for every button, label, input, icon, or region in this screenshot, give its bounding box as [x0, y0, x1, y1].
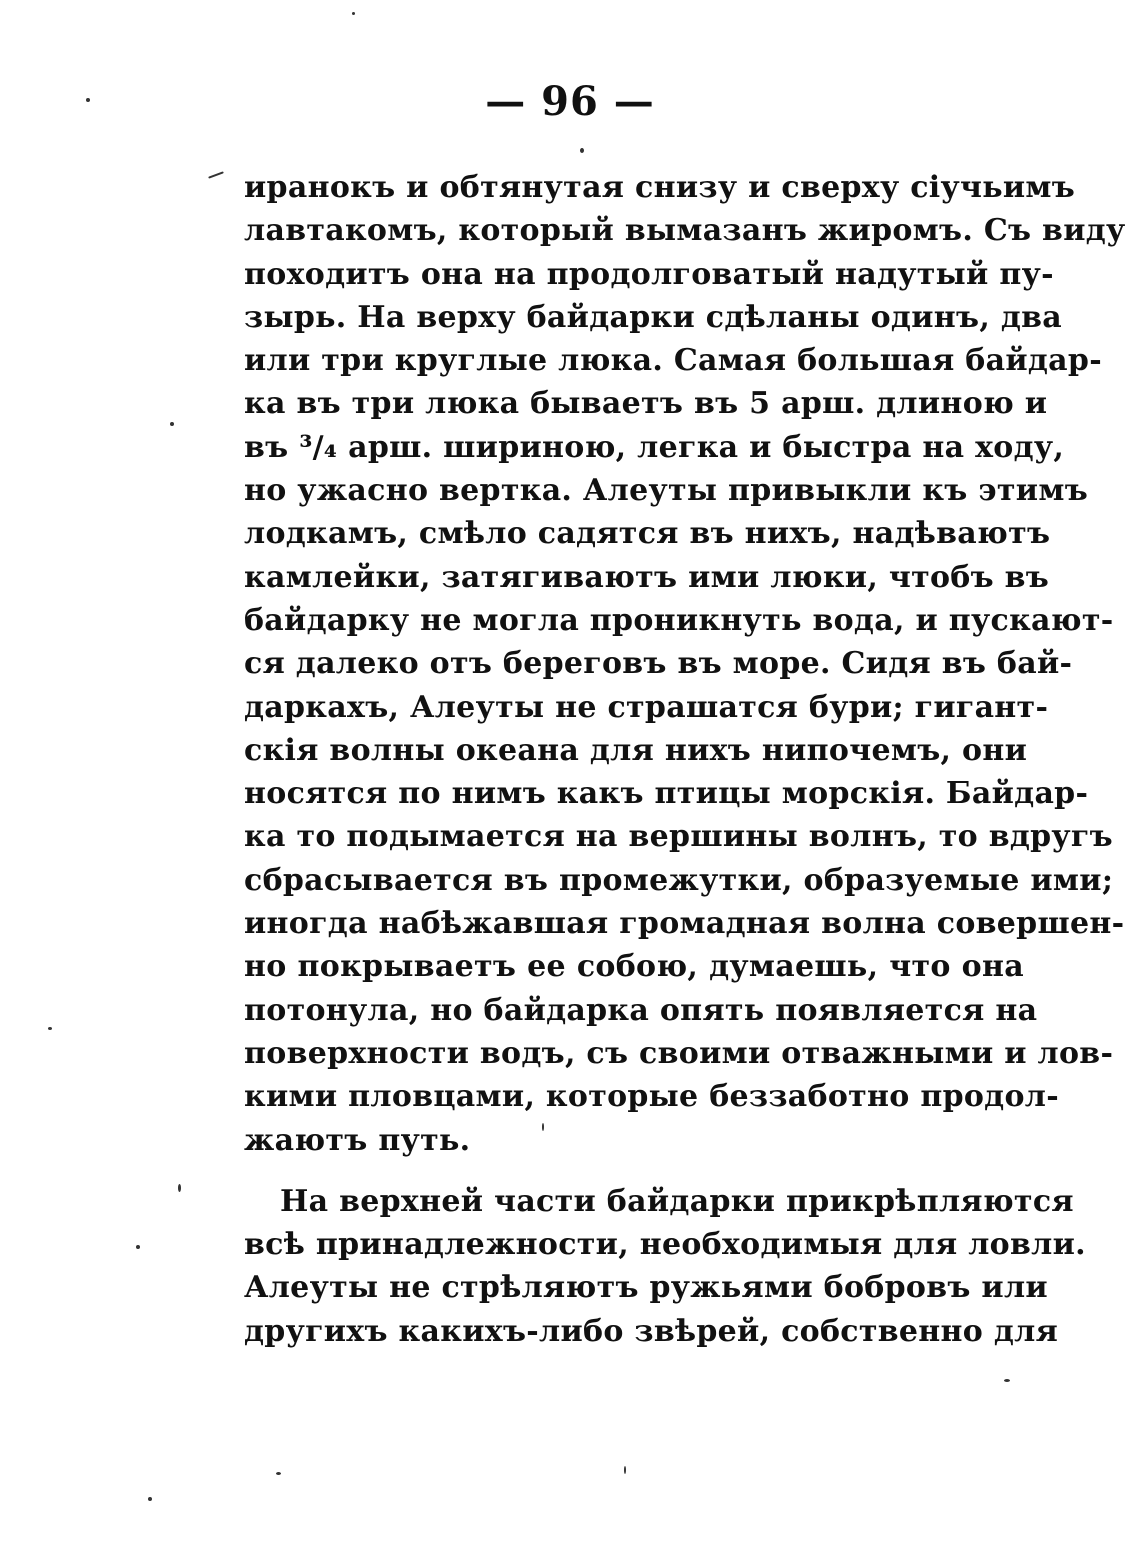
page-number: — 96 — [485, 78, 655, 125]
text-line: лавтакомъ, который вымазанъ жиромъ. Съ виду [244, 213, 1126, 249]
text-line: камлейки, затягиваютъ ими люки, чтобъ въ [244, 559, 1050, 595]
text-line: иранокъ и обтянутая снизу и сверху сіучьимъ [244, 170, 1076, 205]
text-line: всѣ принадлежности, необходимыя для ловли. [244, 1227, 1086, 1263]
scan-speck [352, 12, 355, 15]
scan-speck [208, 171, 224, 178]
text-line: даркахъ, Алеуты не страшатся бури; гигант- [244, 689, 1049, 725]
paragraph-2 [244, 1180, 1086, 1353]
scan-speck [136, 1245, 140, 1249]
paragraph-1 [244, 166, 1126, 1162]
scan-speck [1004, 1379, 1010, 1382]
scan-speck [86, 98, 90, 102]
text-line: поверхности водъ, съ своими отважными и лов- [244, 1035, 1114, 1071]
scan-speck [148, 1497, 152, 1501]
scan-speck [580, 148, 584, 153]
text-line: ка то подымается на вершины волнъ, то вдругъ [244, 819, 1113, 855]
text-line: ся далеко отъ береговъ въ море. Сидя въ бай- [244, 646, 1073, 682]
scan-speck [624, 1466, 626, 1474]
text-line: потонула, но байдарка опять появляется на [244, 992, 1038, 1028]
text-line: въ ³/₄ арш. шириною, легка и быстра на ходу, [244, 429, 1065, 465]
text-line: или три круглые люка. Самая большая байдар- [244, 343, 1102, 379]
text-line: сбрасывается въ промежутки, образуемые ими; [244, 862, 1114, 898]
text-line: кими пловцами, которые беззаботно продол- [244, 1079, 1059, 1115]
text-line: скія волны океана для нихъ нипочемъ, они [244, 732, 1028, 768]
text-line: байдарку не могла проникнуть вода, и пускают- [244, 602, 1114, 638]
text-line: ка въ три люка бываетъ въ 5 арш. длиною и [244, 386, 1048, 422]
scan-speck [48, 1027, 52, 1030]
text-line: но ужасно вертка. Алеуты привыкли къ этимъ [244, 473, 1089, 509]
text-line: зырь. На верху байдарки сдѣланы одинъ, два [244, 299, 1062, 335]
text-line: Алеуты не стрѣляютъ ружьями бобровъ или [244, 1270, 1048, 1306]
text-line: На верхней части байдарки прикрѣпляются [280, 1183, 1074, 1219]
scan-speck [276, 1472, 281, 1475]
scan-speck [542, 1123, 544, 1131]
scan-speck [178, 1184, 181, 1192]
body-text [244, 166, 1126, 1353]
text-line: носятся по нимъ какъ птицы морскія. Байдар- [244, 776, 1089, 812]
text-line: лодкамъ, смѣло садятся въ нихъ, надѣваютъ [244, 516, 1051, 552]
text-line: иногда набѣжавшая громадная волна совершен- [244, 906, 1125, 942]
text-line: жаютъ путь. [244, 1122, 471, 1158]
text-line: но покрываетъ ее собою, думаешь, что она [244, 949, 1024, 985]
scan-speck [170, 422, 174, 426]
text-line: походитъ она на продолговатый надутый пу- [244, 256, 1054, 292]
text-line: другихъ какихъ-либо звѣрей, собственно для [244, 1313, 1059, 1349]
